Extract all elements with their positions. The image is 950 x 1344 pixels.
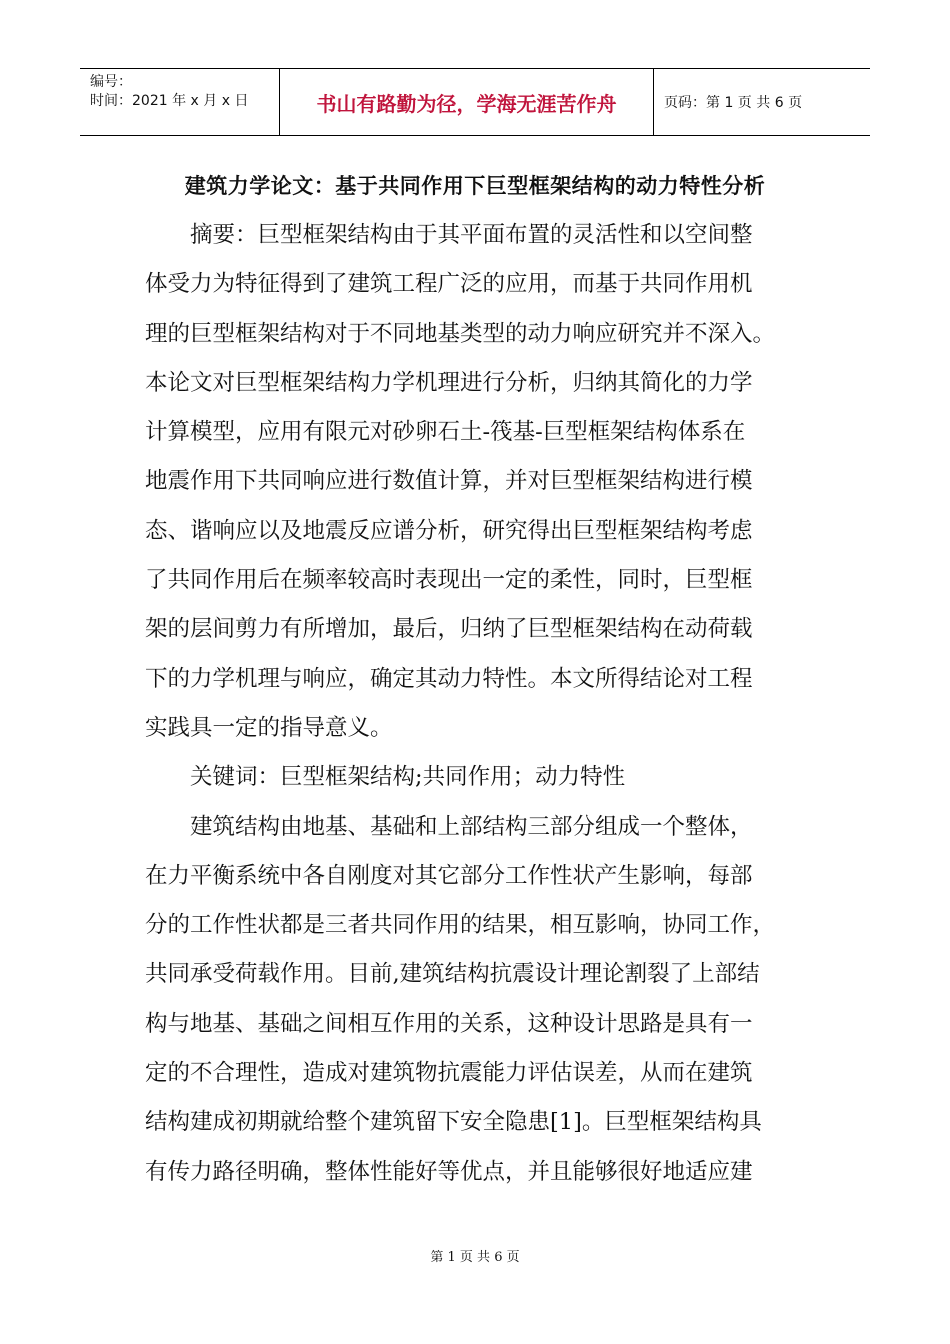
text-line: 了共同作用后在频率较高时表现出一定的柔性，同时，巨型框 <box>145 567 753 594</box>
document-header <box>80 68 870 136</box>
paper-title: 建筑力学论文：基于共同作用下巨型框架结构的动力特性分析 <box>184 174 766 198</box>
text-line: 构与地基、基础之间相互作用的关系，这种设计思路是具有一 <box>145 1010 753 1037</box>
text-line: 定的不合理性，造成对建筑物抗震能力评估误差，从而在建筑 <box>145 1060 753 1087</box>
text-line: 分的工作性状都是三者共同作用的结果，相互影响，协同工作， <box>145 912 776 939</box>
header-page-info: 页码：第 1 页 共 6 页 <box>664 95 803 111</box>
text-line: 下的力学机理与响应，确定其动力特性。本文所得结论对工程 <box>145 665 753 692</box>
header-motto: 书山有路勤为径，学海无涯苦作舟 <box>316 91 617 116</box>
text-line: 计算模型，应用有限元对砂卵石土-筏基-巨型框架结构体系在 <box>145 419 746 446</box>
text-line: 摘要：巨型框架结构由于其平面布置的灵活性和以空间整 <box>145 222 753 248</box>
page-footer: 第 1 页 共 6 页 <box>430 1250 520 1265</box>
paper-body <box>145 215 805 1201</box>
header-meta-cell <box>80 69 280 135</box>
text-line: 理的巨型框架结构对于不同地基类型的动力响应研究并不深入。 <box>145 320 776 347</box>
header-page-cell <box>654 69 870 135</box>
document-date-label: 时间：2021 年 x 月 x 日 <box>90 93 249 109</box>
text-line: 本论文对巨型框架结构力学机理进行分析，归纳其简化的力学 <box>145 369 753 396</box>
text-line: 在力平衡系统中各自刚度对其它部分工作性状产生影响，每部 <box>145 862 753 889</box>
text-line: 实践具一定的指导意义。 <box>145 714 393 741</box>
text-line: 共同承受荷载作用。目前,建筑结构抗震设计理论割裂了上部结 <box>145 961 760 988</box>
keywords-line: 关键词：巨型框架结构;共同作用；动力特性 <box>145 764 626 791</box>
text-line: 架的层间剪力有所增加，最后，归纳了巨型框架结构在动荷载 <box>145 616 753 643</box>
text-line: 结构建成初期就给整个建筑留下安全隐患[1]。巨型框架结构具 <box>145 1109 762 1136</box>
text-line: 有传力路径明确，整体性能好等优点，并且能够很好地适应建 <box>145 1158 753 1185</box>
text-line: 建筑结构由地基、基础和上部结构三部分组成一个整体， <box>145 813 753 840</box>
text-line: 态、谐响应以及地震反应谱分析，研究得出巨型框架结构考虑 <box>145 517 753 544</box>
text-line: 体受力为特征得到了建筑工程广泛的应用，而基于共同作用机 <box>145 271 753 298</box>
text-line: 地震作用下共同响应进行数值计算，并对巨型框架结构进行模 <box>145 468 753 495</box>
header-motto-cell <box>280 69 654 135</box>
document-number-label: 编号： <box>90 74 132 90</box>
